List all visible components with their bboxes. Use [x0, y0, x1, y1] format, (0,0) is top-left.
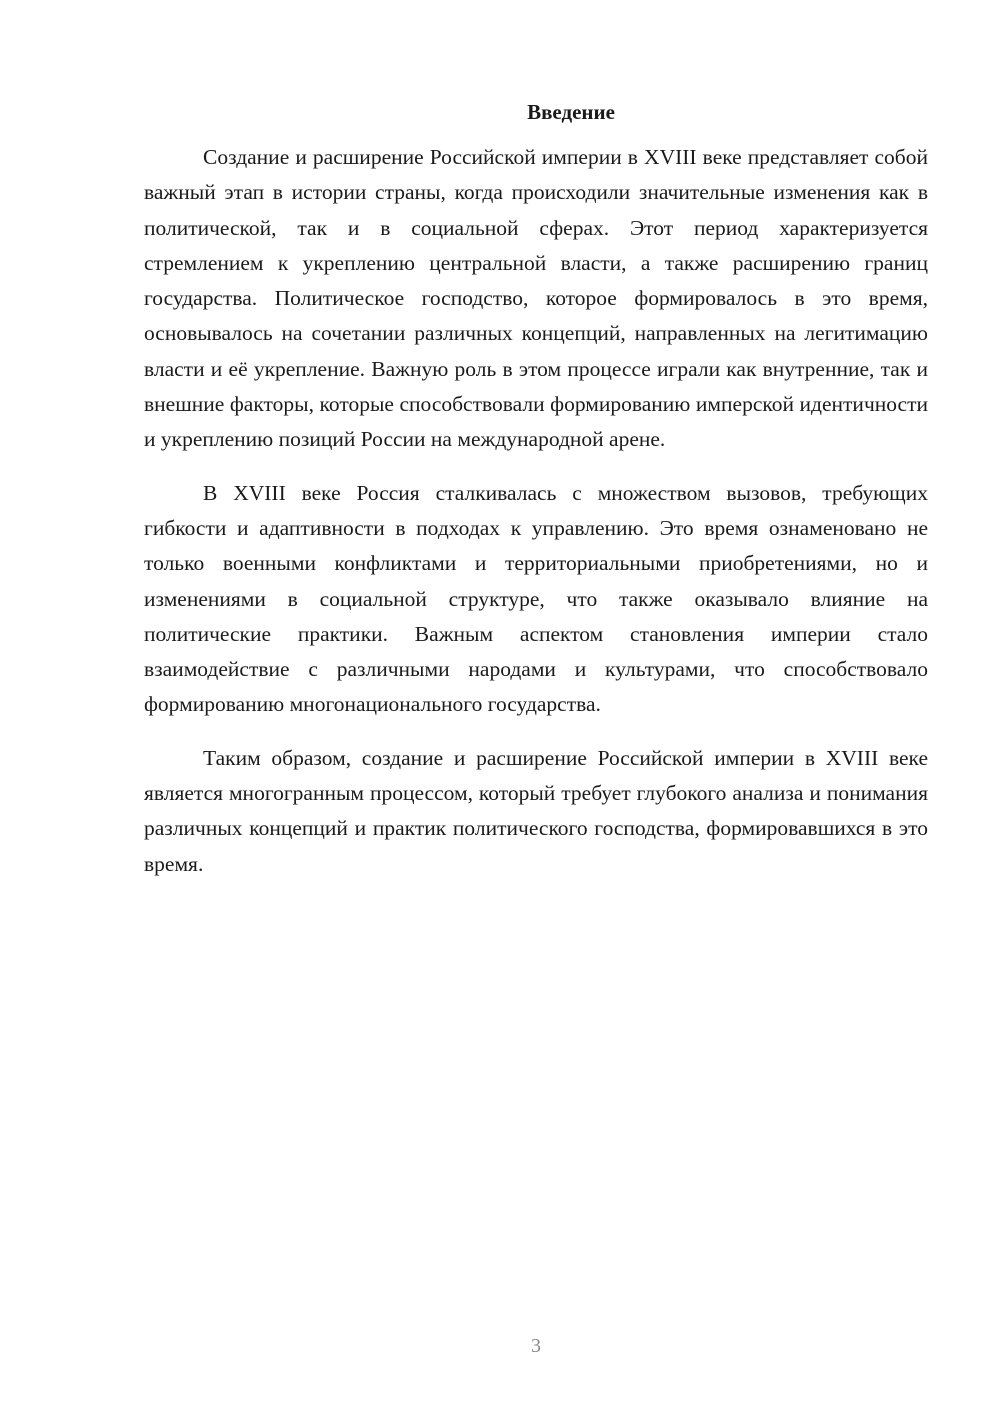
section-heading: Введение: [527, 100, 615, 124]
page-number: 3: [531, 1335, 541, 1357]
document-body: [144, 92, 928, 882]
paragraph-2: В XVIII веке Россия сталкивалась с множеством вызовов, требующих гибкости и адаптивности в подходах к управлению. Это время ознаменовано не только военными конфликтами и территориальными приобретениями, но и изменениями в социальной структуре, что также оказывало влияние на политические практики. Важным аспектом становления империи стало взаимодействие с различными народами и культурами, что способствовало формированию многонационального государства.: [144, 480, 928, 717]
paragraph-3: Таким образом, создание и расширение Российской империи в XVIII веке является многогранным процессом, который требует глубокого анализа и понимания различных концепций и практик политического господства, формировавшихся в это время.: [144, 745, 928, 876]
paragraph-1: Создание и расширение Российской империи в XVIII веке представляет собой важный этап в истории страны, когда происходили значительные изменения как в политической, так и в социальной сферах. Этот период характеризуется стремлением к укреплению центральной власти, а также расширению границ государства. Политическое господство, которое формировалось в это время, основывалось на сочетании различных концепций, направленных на легитимацию власти и её укрепление. Важную роль в этом процессе играли как внутренние, так и внешние факторы, которые способствовали формированию имперской идентичности и укреплению позиций России на международной арене.: [144, 145, 928, 452]
